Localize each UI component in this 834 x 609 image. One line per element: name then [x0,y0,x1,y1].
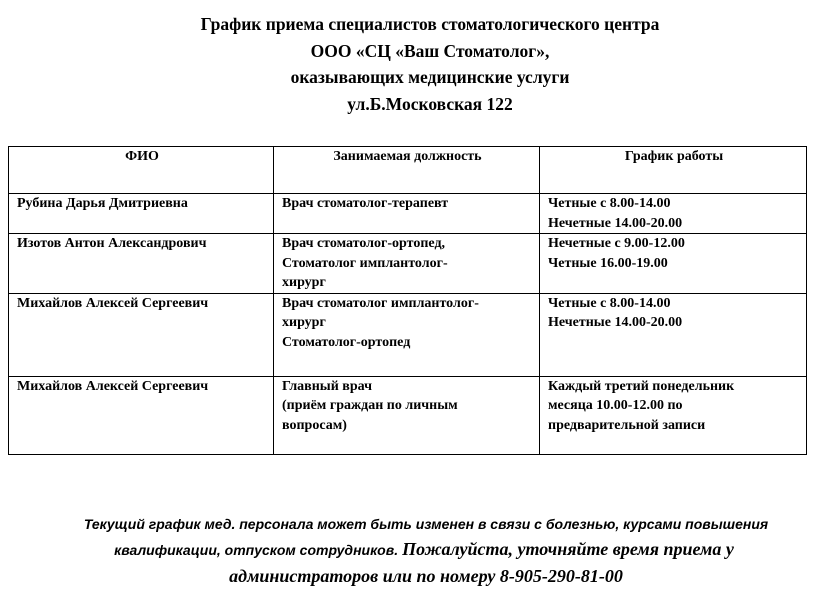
cell-line: (приём граждан по личным [282,398,458,413]
cell-line: Главный врач [282,378,372,394]
table-row [9,234,807,294]
title-line-2: ООО «СЦ «Ваш Стоматолог», [310,40,550,61]
table-header-row [9,147,807,194]
cell-schedule [540,376,807,454]
cell-position [274,194,540,234]
title-line-1: График приема специалистов стоматологического центра [200,14,660,34]
schedule-table [8,146,807,455]
cell-name [9,234,274,294]
cell-line: Нечетные 14.00-20.00 [548,315,683,330]
cell-line: предварительной записи [548,417,706,433]
header-schedule: График работы [540,147,807,194]
cell-line: Нечетные 14.00-20.00 [548,215,683,231]
cell-line: вопросам) [282,417,347,433]
table-row [9,194,807,234]
cell-line: хирург [282,315,326,330]
cell-line: Каждый третий понедельник [548,378,735,394]
footer-note-line-3: администраторов или по номеру 8-905-290-81-00 [229,566,623,586]
cell-line: Рубина Дарья Дмитриевна [17,196,188,211]
cell-position [274,376,540,454]
cell-line: Четные с 8.00-14.00 [548,295,671,311]
footer-note-line-1: Текущий график мед. персонала может быть изменен в связи с болезнью, курсами повышения [83,516,769,532]
cell-schedule [540,293,807,376]
title-line-4: ул.Б.Московская 122 [347,93,513,114]
cell-line: Врач стоматолог-терапевт [282,196,449,211]
cell-line: Стоматолог имплантолог- [282,255,448,271]
title-line-3: оказывающих медицинские услуги [290,67,570,87]
cell-schedule [540,234,807,294]
footer-note-line-2-part-1: квалификации, отпуском сотрудников. [114,542,399,558]
table-row [9,293,807,376]
cell-line: Стоматолог-ортопед [282,334,411,350]
cell-line: Четные с 8.00-14.00 [548,196,671,211]
cell-line: Врач стоматолог имплантолог- [282,295,479,311]
cell-line: хирург [282,275,326,290]
footer-note-line-2 [0,539,834,560]
cell-line: Четные 16.00-19.00 [548,255,668,271]
cell-line: Михайлов Алексей Сергеевич [17,295,209,311]
cell-line: Нечетные с 9.00-12.00 [548,236,685,251]
cell-name [9,194,274,234]
footer-note-line-2-part-2: Пожалуйста, уточняйте время приема у [402,539,734,559]
header-position: Занимаемая должность [274,147,540,194]
cell-line: месяца 10.00-12.00 по [548,398,683,413]
cell-schedule [540,194,807,234]
cell-position [274,293,540,376]
cell-name [9,293,274,376]
table-row [9,376,807,454]
cell-position [274,234,540,294]
cell-line: Михайлов Алексей Сергеевич [17,378,209,394]
cell-line: Врач стоматолог-ортопед, [282,236,446,251]
document-title [130,11,730,117]
cell-line: Изотов Антон Александрович [17,236,207,251]
header-name: ФИО [9,147,274,194]
cell-name [9,376,274,454]
